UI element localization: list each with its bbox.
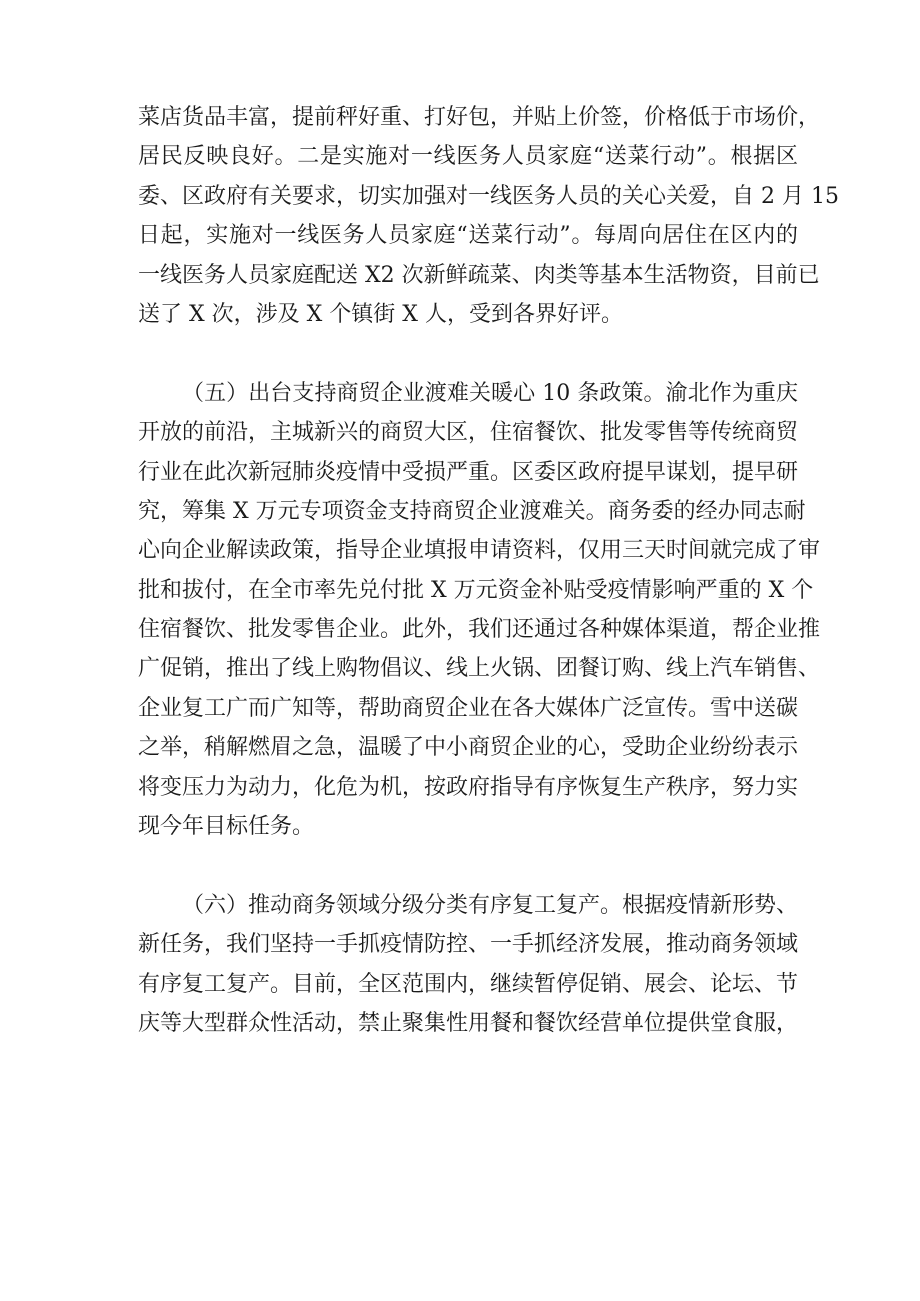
text-line: 开放的前沿，主城新兴的商贸大区，住宿餐饮、批发零售等传统商贸 — [138, 420, 799, 446]
text-line: 一线医务人员家庭配送 X2 次新鲜疏菜、肉类等基本生活物资，目前已 — [138, 262, 820, 288]
text-line-last: 现今年目标任务。 — [138, 814, 315, 840]
text-line: 有序复工复产。目前，全区范围内，继续暂停促销、展会、论坛、节 — [138, 971, 799, 997]
text-line: 心向企业解读政策，指导企业填报申请资料，仅用三天时间就完成了审 — [138, 538, 821, 564]
text-line-last: 送了 X 次，涉及 X 个镇街 X 人，受到各界好评。 — [138, 301, 623, 327]
text-line: 究，筹集 X 万元专项资金支持商贸企业渡难关。商务委的经办同志耐 — [138, 498, 806, 524]
text-line: 新任务，我们坚持一手抓疫情防控、一手抓经济发展，推动商务领域 — [138, 932, 799, 958]
text-line: 之举，稍解燃眉之急，温暖了中小商贸企业的心，受助企业纷纷表示 — [138, 735, 799, 761]
paragraph-3 — [138, 886, 798, 1044]
text-line: 居民反映良好。二是实施对一线医务人员家庭“送菜行动”。根据区 — [138, 144, 798, 170]
text-line: 日起，实施对一线医务人员家庭“送菜行动”。每周向居住在区内的 — [138, 223, 798, 249]
text-line: 批和拔付，在全市率先兑付批 X 万元资金补贴受疫情影响严重的 X 个 — [138, 577, 814, 603]
paragraph-2 — [138, 374, 821, 847]
paragraph-1 — [138, 98, 839, 334]
text-line: 委、区政府有关要求，切实加强对一线医务人员的关心关爱，自 2 月 15 — [138, 183, 839, 209]
text-line: 菜店货品丰富，提前秤好重、打好包，并贴上价签，价格低于市场价， — [138, 105, 821, 130]
paragraph-gap — [138, 846, 798, 885]
text-line-indented: （六）推动商务领域分级分类有序复工复产。根据疫情新形势、 — [182, 892, 799, 918]
document-body — [138, 98, 839, 1043]
text-line-indented: （五）出台支持商贸企业渡难关暖心 10 条政策。渝北作为重庆 — [182, 380, 798, 406]
text-line: 住宿餐饮、批发零售企业。此外，我们还通过各种媒体渠道，帮企业推 — [138, 617, 821, 643]
paragraph-gap — [138, 334, 798, 373]
text-line: 企业复工广而广知等，帮助商贸企业在各大媒体广泛宣传。雪中送碳 — [138, 695, 799, 721]
text-line: 广促销，推出了线上购物倡议、线上火锅、团餐订购、线上汽车销售、 — [138, 656, 821, 682]
text-line: 将变压力为动力，化危为机，按政府指导有序恢复生产秩序，努力实 — [138, 774, 799, 800]
text-line: 庆等大型群众性活动，禁止聚集性用餐和餐饮经营单位提供堂食服， — [138, 1010, 799, 1036]
text-line: 行业在此次新冠肺炎疫情中受损严重。区委区政府提早谋划，提早研 — [138, 459, 799, 485]
